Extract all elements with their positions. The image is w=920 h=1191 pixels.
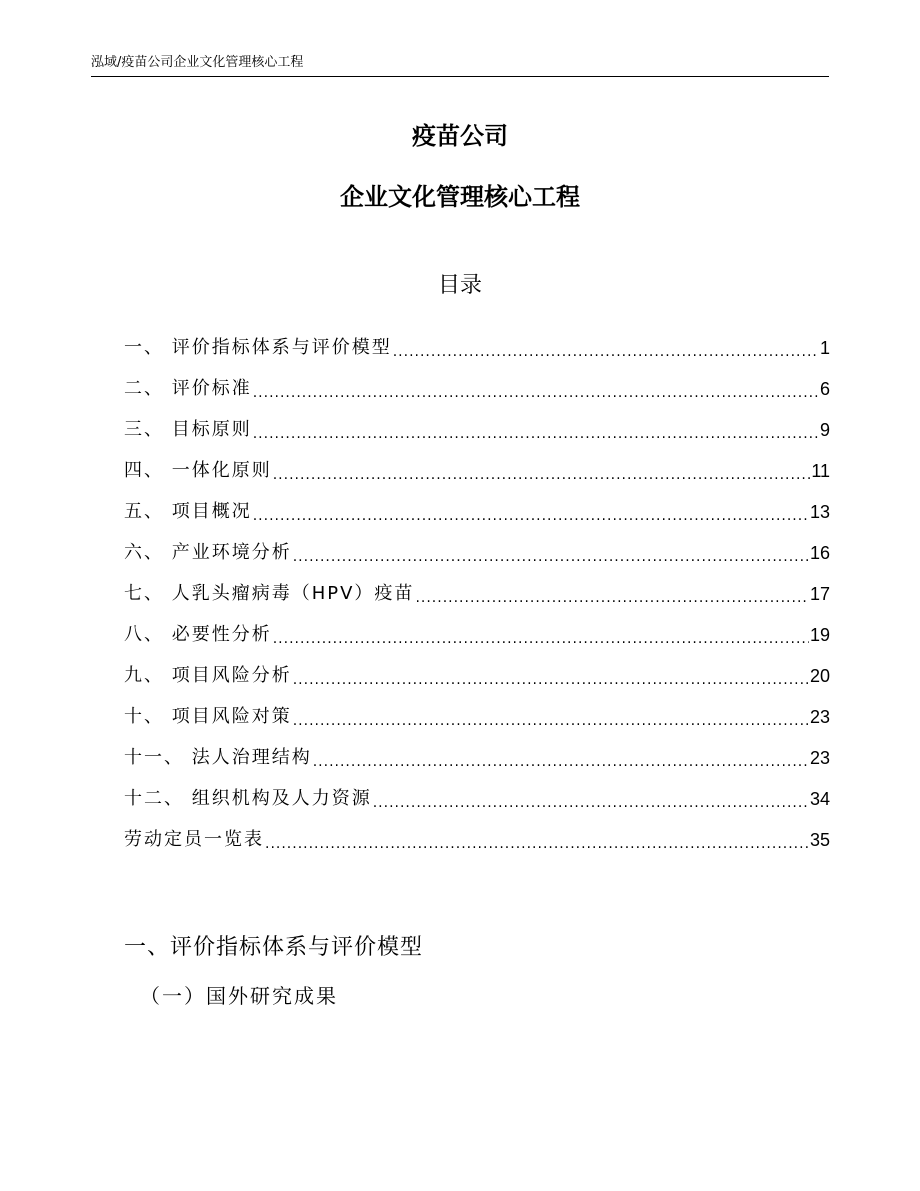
- toc-item-label: 四、 一体化原则: [124, 460, 272, 481]
- toc-item-label: 劳动定员一览表: [124, 829, 264, 850]
- toc-item-page: 34: [809, 789, 830, 809]
- document-title-line2: 企业文化管理核心工程: [340, 183, 580, 211]
- toc-item-label: 十、 项目风险对策: [124, 706, 292, 727]
- toc-item-label: 五、 项目概况: [124, 501, 252, 522]
- page-header: [91, 52, 829, 77]
- toc-leader-dots: [313, 743, 809, 773]
- toc-item[interactable]: [124, 527, 830, 568]
- toc-item[interactable]: [124, 486, 830, 527]
- toc-leader-dots: [253, 415, 819, 445]
- table-of-contents: [124, 322, 830, 855]
- toc-item-page: 35: [809, 830, 830, 850]
- toc-leader-dots: [273, 620, 809, 650]
- toc-leader-dots: [393, 333, 819, 363]
- toc-item-page: 13: [809, 502, 830, 522]
- toc-item-page: 11: [811, 461, 830, 481]
- toc-leader-dots: [253, 374, 819, 404]
- toc-item[interactable]: [124, 445, 830, 486]
- toc-item-page: 23: [809, 707, 830, 727]
- toc-item-page: 9: [819, 420, 830, 440]
- toc-item[interactable]: [124, 322, 830, 363]
- toc-item[interactable]: [124, 814, 830, 855]
- toc-item[interactable]: [124, 650, 830, 691]
- toc-item-label: 六、 产业环境分析: [124, 542, 292, 563]
- toc-item-page: 23: [809, 748, 830, 768]
- sub-heading: （一）国外研究成果: [140, 984, 338, 1008]
- document-title-line1: 疫苗公司: [412, 122, 508, 150]
- toc-item[interactable]: [124, 732, 830, 773]
- toc-leader-dots: [293, 661, 809, 691]
- toc-leader-dots: [373, 784, 809, 814]
- toc-item-label: 十二、 组织机构及人力资源: [124, 788, 372, 809]
- toc-item-page: 16: [809, 543, 830, 563]
- toc-item-label: 三、 目标原则: [124, 419, 252, 440]
- toc-leader-dots: [273, 456, 811, 486]
- section-heading: 一、评价指标体系与评价模型: [124, 935, 424, 960]
- toc-item[interactable]: [124, 363, 830, 404]
- toc-item-page: 17: [809, 584, 830, 604]
- toc-item-label: 七、 人乳头瘤病毒（HPV）疫苗: [124, 583, 415, 604]
- header-text: 泓域/疫苗公司企业文化管理核心工程: [91, 55, 304, 70]
- toc-leader-dots: [293, 702, 809, 732]
- toc-leader-dots: [253, 497, 809, 527]
- toc-item[interactable]: [124, 691, 830, 732]
- toc-item[interactable]: [124, 568, 830, 609]
- toc-item[interactable]: [124, 609, 830, 650]
- toc-item[interactable]: [124, 404, 830, 445]
- toc-item-label: 十一、 法人治理结构: [124, 747, 312, 768]
- toc-leader-dots: [415, 579, 809, 609]
- toc-item-page: 1: [819, 338, 830, 358]
- toc-item-label: 八、 必要性分析: [124, 624, 272, 645]
- toc-item-page: 19: [809, 625, 830, 645]
- toc-item-label: 一、 评价指标体系与评价模型: [124, 337, 392, 358]
- toc-item[interactable]: [124, 773, 830, 814]
- toc-title: 目录: [437, 273, 482, 298]
- toc-item-label: 九、 项目风险分析: [124, 665, 292, 686]
- toc-leader-dots: [293, 538, 809, 568]
- toc-leader-dots: [265, 825, 809, 855]
- toc-item-page: 6: [819, 379, 830, 399]
- toc-item-label: 二、 评价标准: [124, 378, 252, 399]
- toc-item-page: 20: [809, 666, 830, 686]
